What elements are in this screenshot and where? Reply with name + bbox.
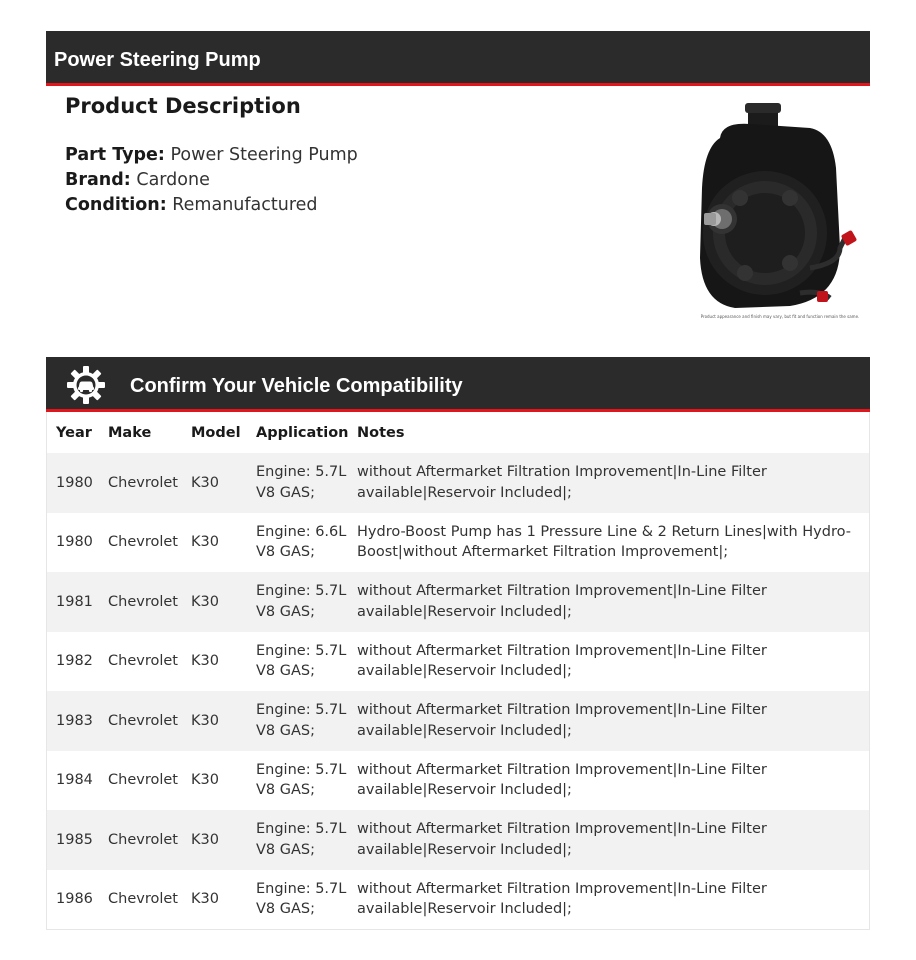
cell-year: 1981 xyxy=(47,572,99,632)
description-heading: Product Description xyxy=(65,94,301,118)
spec-brand xyxy=(65,168,210,193)
product-title: Power Steering Pump xyxy=(54,49,261,71)
gear-car-icon xyxy=(66,365,106,405)
cell-make: Chevrolet xyxy=(108,772,178,788)
cell-notes: without Aftermarket Filtration Improvement|In-Line Filter available|Reservoir Included|; xyxy=(357,880,767,918)
cell-model: K30 xyxy=(191,891,219,907)
cell-year: 1984 xyxy=(56,772,93,788)
cell-application: Engine: 5.7L V8 GAS; xyxy=(256,880,347,918)
table-header-row xyxy=(47,412,869,453)
cell-application: Engine: 5.7L V8 GAS; xyxy=(247,810,348,870)
cell-notes: without Aftermarket Filtration Improvement|In-Line Filter available|Reservoir Included|; xyxy=(357,642,767,680)
spec-value: Remanufactured xyxy=(172,195,318,215)
spec-label: Brand: xyxy=(65,170,131,190)
spec-condition xyxy=(65,193,318,218)
cell-notes: without Aftermarket Filtration Improvement|In-Line Filter available|Reservoir Included|; xyxy=(357,761,767,799)
product-image xyxy=(690,98,870,323)
cell-application: Engine: 5.7L V8 GAS; xyxy=(247,572,348,632)
cell-make: Chevrolet xyxy=(99,810,182,870)
cell-notes: Hydro-Boost Pump has 1 Pressure Line & 2 Return Lines|with Hydro-Boost|without Aftermarket Filtration Improvement|; xyxy=(357,523,851,561)
spec-value: Power Steering Pump xyxy=(170,145,358,165)
cell-model: K30 xyxy=(191,534,219,550)
column-header-application: Application xyxy=(256,424,349,441)
table-row xyxy=(47,513,869,573)
table-row xyxy=(47,870,869,930)
cell-model: K30 xyxy=(182,810,247,870)
table-row xyxy=(47,810,869,870)
cell-application: Engine: 5.7L V8 GAS; xyxy=(256,642,347,680)
spec-label: Condition: xyxy=(65,195,167,215)
column-header-year: Year xyxy=(56,424,92,441)
cell-year: 1980 xyxy=(47,453,99,513)
table-row xyxy=(47,632,869,692)
cell-application: Engine: 5.7L V8 GAS; xyxy=(247,691,348,751)
cell-notes: without Aftermarket Filtration Improvement|In-Line Filter available|Reservoir Included|; xyxy=(348,810,869,870)
cell-year: 1980 xyxy=(56,534,93,550)
cell-year: 1985 xyxy=(47,810,99,870)
cell-model: K30 xyxy=(182,572,247,632)
spec-label: Part Type: xyxy=(65,145,165,165)
cell-make: Chevrolet xyxy=(108,891,178,907)
cell-model: K30 xyxy=(182,691,247,751)
table-row xyxy=(47,751,869,811)
column-header-notes: Notes xyxy=(357,424,405,441)
cell-year: 1983 xyxy=(47,691,99,751)
cell-application: Engine: 5.7L V8 GAS; xyxy=(247,453,348,513)
spec-value: Cardone xyxy=(136,170,210,190)
cell-notes: without Aftermarket Filtration Improvement|In-Line Filter available|Reservoir Included|; xyxy=(348,691,869,751)
cell-model: K30 xyxy=(182,453,247,513)
cell-year: 1982 xyxy=(56,653,93,669)
cell-notes: without Aftermarket Filtration Improvement|In-Line Filter available|Reservoir Included|; xyxy=(348,453,869,513)
cell-application: Engine: 6.6L V8 GAS; xyxy=(256,523,347,561)
cell-make: Chevrolet xyxy=(108,653,178,669)
cell-model: K30 xyxy=(191,772,219,788)
image-caption: Product appearance and finish may vary, but fit and function remain the same. xyxy=(700,314,860,319)
cell-make: Chevrolet xyxy=(99,572,182,632)
product-title-banner xyxy=(46,31,870,86)
compatibility-title: Confirm Your Vehicle Compatibility xyxy=(130,375,463,397)
cell-application: Engine: 5.7L V8 GAS; xyxy=(256,761,347,799)
cell-year: 1986 xyxy=(56,891,93,907)
spec-part-type xyxy=(65,143,358,168)
cell-make: Chevrolet xyxy=(108,534,178,550)
cell-notes: without Aftermarket Filtration Improvement|In-Line Filter available|Reservoir Included|; xyxy=(348,572,869,632)
table-row xyxy=(47,453,869,513)
table-row xyxy=(47,691,869,751)
cell-model: K30 xyxy=(191,653,219,669)
table-row xyxy=(47,572,869,632)
compatibility-table xyxy=(46,412,870,930)
column-header-make: Make xyxy=(108,424,152,441)
cell-make: Chevrolet xyxy=(99,453,182,513)
compatibility-banner xyxy=(46,357,870,412)
column-header-model: Model xyxy=(191,424,241,441)
cell-make: Chevrolet xyxy=(99,691,182,751)
